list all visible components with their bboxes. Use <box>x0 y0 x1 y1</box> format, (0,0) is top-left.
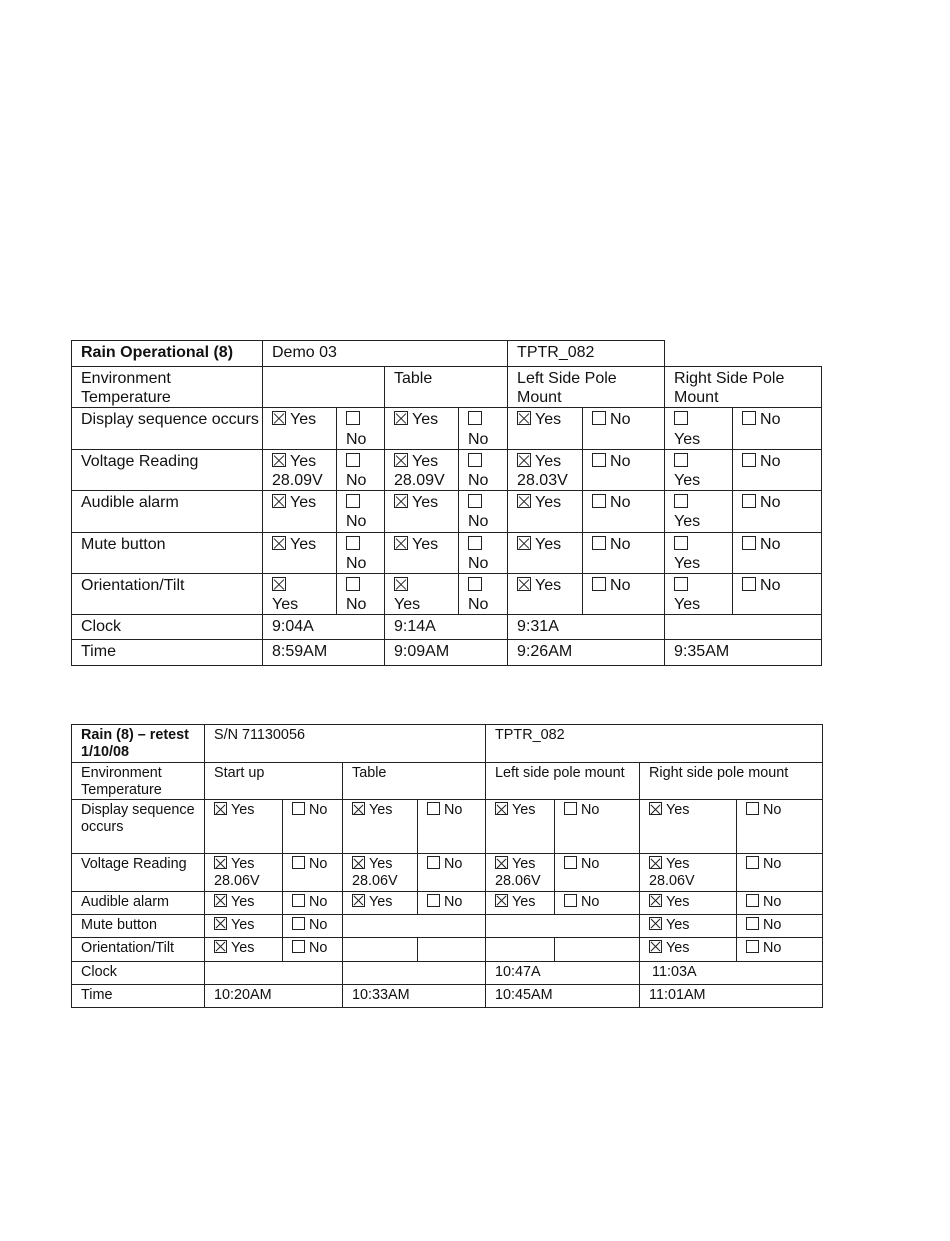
no-cell <box>283 800 343 854</box>
yes-label: Yes <box>666 802 690 819</box>
unchecked-checkbox-icon[interactable] <box>592 494 606 508</box>
env-col-1 <box>263 367 385 408</box>
row-label-voltage: Voltage Reading <box>72 449 263 490</box>
empty-corner <box>665 341 822 367</box>
voltage-value: 28.06V <box>352 873 398 890</box>
yes-cell <box>486 854 555 892</box>
no-label: No <box>468 471 489 489</box>
no-label: No <box>763 939 782 956</box>
rain-retest-table <box>71 724 823 1008</box>
table-row <box>72 800 823 854</box>
yes-label: Yes <box>535 411 562 429</box>
unchecked-checkbox-icon[interactable] <box>292 894 305 907</box>
no-cell <box>733 491 822 532</box>
checked-checkbox-icon[interactable] <box>214 856 227 869</box>
voltage-value: 28.03V <box>517 471 568 489</box>
clock-value <box>665 615 822 640</box>
no-cell <box>459 532 508 573</box>
yes-label: Yes <box>666 916 690 933</box>
checked-checkbox-icon[interactable] <box>214 802 227 815</box>
row-label-time: Time <box>72 984 205 1007</box>
no-label: No <box>610 452 631 470</box>
no-cell <box>733 449 822 490</box>
unchecked-checkbox-icon[interactable] <box>346 536 360 550</box>
checked-checkbox-icon[interactable] <box>649 894 662 907</box>
row-label-audible-alarm: Audible alarm <box>72 891 205 914</box>
yes-cell <box>640 800 737 854</box>
no-label: No <box>309 856 328 873</box>
yes-label: Yes <box>674 554 701 572</box>
checked-checkbox-icon[interactable] <box>649 802 662 815</box>
checked-checkbox-icon[interactable] <box>272 536 286 550</box>
no-label: No <box>346 430 367 448</box>
yes-label: Yes <box>290 452 317 470</box>
no-label: No <box>468 596 489 614</box>
yes-label: Yes <box>272 596 299 614</box>
no-label: No <box>760 576 781 594</box>
yes-label: Yes <box>666 856 690 873</box>
row-label-orientation: Orientation/Tilt <box>72 573 263 614</box>
no-cell <box>337 449 385 490</box>
no-label: No <box>610 411 631 429</box>
yes-label: Yes <box>412 494 439 512</box>
empty-cell <box>418 937 486 961</box>
yes-cell <box>665 491 733 532</box>
yes-cell <box>263 449 337 490</box>
no-cell <box>283 914 343 937</box>
device-tptr-label: TPTR_082 <box>486 725 823 763</box>
unchecked-checkbox-icon[interactable] <box>346 577 360 591</box>
no-label: No <box>581 802 600 819</box>
checked-checkbox-icon[interactable] <box>394 577 408 591</box>
yes-label: Yes <box>535 452 562 470</box>
checked-checkbox-icon[interactable] <box>214 894 227 907</box>
yes-label: Yes <box>231 802 255 819</box>
voltage-value: 28.06V <box>649 873 695 890</box>
unchecked-checkbox-icon[interactable] <box>746 917 759 930</box>
serial-number-label: S/N 71130056 <box>205 725 486 763</box>
unchecked-checkbox-icon[interactable] <box>592 577 606 591</box>
unchecked-checkbox-icon[interactable] <box>468 577 482 591</box>
checked-checkbox-icon[interactable] <box>649 856 662 869</box>
empty-cell <box>486 937 555 961</box>
yes-label: Yes <box>231 893 255 910</box>
yes-label: Yes <box>512 802 536 819</box>
yes-cell <box>508 573 583 614</box>
yes-cell <box>640 854 737 892</box>
clock-value <box>343 961 486 984</box>
unchecked-checkbox-icon[interactable] <box>592 453 606 467</box>
no-cell <box>459 408 508 449</box>
unchecked-checkbox-icon[interactable] <box>592 411 606 425</box>
no-label: No <box>763 916 782 933</box>
empty-cell <box>343 937 418 961</box>
unchecked-checkbox-icon[interactable] <box>746 940 759 953</box>
row-label-voltage: Voltage Reading <box>72 854 205 892</box>
unchecked-checkbox-icon[interactable] <box>292 802 305 815</box>
no-cell <box>737 914 823 937</box>
env-col-4: Right side pole mount <box>640 762 823 800</box>
checked-checkbox-icon[interactable] <box>214 917 227 930</box>
yes-cell <box>665 573 733 614</box>
row-label-clock: Clock <box>72 615 263 640</box>
yes-cell <box>205 854 283 892</box>
no-label: No <box>581 893 600 910</box>
yes-cell <box>385 408 459 449</box>
time-value: 11:01AM <box>640 984 823 1007</box>
time-value: 10:20AM <box>205 984 343 1007</box>
checked-checkbox-icon[interactable] <box>272 494 286 508</box>
yes-cell <box>205 914 283 937</box>
no-label: No <box>468 430 489 448</box>
table-row <box>72 408 822 449</box>
clock-value: 11:03A <box>640 961 823 984</box>
device-tptr-label: TPTR_082 <box>508 341 665 367</box>
no-label: No <box>309 939 328 956</box>
yes-label: Yes <box>674 430 701 448</box>
no-cell <box>283 937 343 961</box>
time-value: 9:09AM <box>385 640 508 666</box>
no-cell <box>337 408 385 449</box>
checked-checkbox-icon[interactable] <box>352 894 365 907</box>
row-label-time: Time <box>72 640 263 666</box>
yes-label: Yes <box>290 494 317 512</box>
unchecked-checkbox-icon[interactable] <box>564 802 577 815</box>
voltage-value: 28.06V <box>214 873 260 890</box>
table-row <box>72 573 822 614</box>
unchecked-checkbox-icon[interactable] <box>292 856 305 869</box>
checked-checkbox-icon[interactable] <box>394 494 408 508</box>
yes-label: Yes <box>231 856 255 873</box>
no-label: No <box>444 802 463 819</box>
checked-checkbox-icon[interactable] <box>495 802 508 815</box>
yes-label: Yes <box>674 513 701 531</box>
row-label-orientation: Orientation/Tilt <box>72 937 205 961</box>
no-cell <box>283 854 343 892</box>
no-label: No <box>760 494 781 512</box>
table-row <box>72 532 822 573</box>
unchecked-checkbox-icon[interactable] <box>746 802 759 815</box>
unchecked-checkbox-icon[interactable] <box>468 453 482 467</box>
row-label-display-sequence: Display sequence occurs <box>72 408 263 449</box>
clock-value <box>205 961 343 984</box>
yes-cell <box>205 891 283 914</box>
clock-value: 9:31A <box>508 615 665 640</box>
yes-label: Yes <box>512 856 536 873</box>
yes-label: Yes <box>666 893 690 910</box>
yes-label: Yes <box>231 916 255 933</box>
no-label: No <box>760 452 781 470</box>
checked-checkbox-icon[interactable] <box>517 577 531 591</box>
unchecked-checkbox-icon[interactable] <box>292 940 305 953</box>
unchecked-checkbox-icon[interactable] <box>592 536 606 550</box>
yes-label: Yes <box>412 535 439 553</box>
yes-cell <box>640 937 737 961</box>
no-cell <box>583 573 665 614</box>
no-cell <box>555 854 640 892</box>
no-cell <box>737 937 823 961</box>
yes-label: Yes <box>535 535 562 553</box>
no-label: No <box>610 494 631 512</box>
time-value: 9:26AM <box>508 640 665 666</box>
device-demo-label: Demo 03 <box>263 341 508 367</box>
table-row <box>72 854 823 892</box>
unchecked-checkbox-icon[interactable] <box>346 411 360 425</box>
yes-cell <box>508 449 583 490</box>
no-cell <box>283 891 343 914</box>
no-cell <box>418 891 486 914</box>
yes-cell <box>665 532 733 573</box>
no-label: No <box>760 411 781 429</box>
unchecked-checkbox-icon[interactable] <box>427 802 440 815</box>
yes-cell <box>508 491 583 532</box>
no-label: No <box>346 513 367 531</box>
yes-label: Yes <box>394 596 421 614</box>
table-row <box>72 891 823 914</box>
unchecked-checkbox-icon[interactable] <box>742 494 756 508</box>
unchecked-checkbox-icon[interactable] <box>564 894 577 907</box>
row-label-audible-alarm: Audible alarm <box>72 491 263 532</box>
row-label-mute-button: Mute button <box>72 532 263 573</box>
no-cell <box>737 800 823 854</box>
yes-cell <box>486 891 555 914</box>
unchecked-checkbox-icon[interactable] <box>746 894 759 907</box>
checked-checkbox-icon[interactable] <box>394 453 408 467</box>
env-col-3: Left Side Pole Mount <box>508 367 665 408</box>
yes-cell <box>640 914 737 937</box>
unchecked-checkbox-icon[interactable] <box>674 577 688 591</box>
unchecked-checkbox-icon[interactable] <box>742 411 756 425</box>
table-title: Rain (8) – retest 1/10/08 <box>72 725 205 763</box>
table-row <box>72 937 823 961</box>
checked-checkbox-icon[interactable] <box>649 940 662 953</box>
yes-cell <box>508 408 583 449</box>
yes-cell <box>343 891 418 914</box>
table-row <box>72 491 822 532</box>
checked-checkbox-icon[interactable] <box>394 536 408 550</box>
table-row <box>72 615 822 640</box>
unchecked-checkbox-icon[interactable] <box>427 894 440 907</box>
no-cell <box>459 449 508 490</box>
checked-checkbox-icon[interactable] <box>272 411 286 425</box>
unchecked-checkbox-icon[interactable] <box>468 536 482 550</box>
yes-label: Yes <box>412 452 439 470</box>
yes-cell <box>205 937 283 961</box>
yes-cell <box>263 573 337 614</box>
no-label: No <box>468 554 489 572</box>
yes-cell <box>665 408 733 449</box>
env-col-2: Table <box>343 762 486 800</box>
env-col-1: Start up <box>205 762 343 800</box>
checked-checkbox-icon[interactable] <box>517 453 531 467</box>
unchecked-checkbox-icon[interactable] <box>346 453 360 467</box>
unchecked-checkbox-icon[interactable] <box>674 536 688 550</box>
unchecked-checkbox-icon[interactable] <box>674 453 688 467</box>
yes-cell <box>263 408 337 449</box>
time-value: 8:59AM <box>263 640 385 666</box>
no-label: No <box>760 535 781 553</box>
unchecked-checkbox-icon[interactable] <box>742 577 756 591</box>
no-cell <box>583 491 665 532</box>
checked-checkbox-icon[interactable] <box>394 411 408 425</box>
checked-checkbox-icon[interactable] <box>272 453 286 467</box>
no-cell <box>459 573 508 614</box>
no-cell <box>733 573 822 614</box>
no-cell <box>555 891 640 914</box>
checked-checkbox-icon[interactable] <box>214 940 227 953</box>
clock-value: 9:14A <box>385 615 508 640</box>
no-cell <box>418 800 486 854</box>
no-label: No <box>468 513 489 531</box>
row-label-mute-button: Mute button <box>72 914 205 937</box>
no-label: No <box>610 535 631 553</box>
checked-checkbox-icon[interactable] <box>517 411 531 425</box>
checked-checkbox-icon[interactable] <box>517 494 531 508</box>
voltage-value: 28.09V <box>272 471 323 489</box>
unchecked-checkbox-icon[interactable] <box>746 856 759 869</box>
unchecked-checkbox-icon[interactable] <box>346 494 360 508</box>
yes-cell <box>665 449 733 490</box>
checked-checkbox-icon[interactable] <box>495 894 508 907</box>
unchecked-checkbox-icon[interactable] <box>564 856 577 869</box>
unchecked-checkbox-icon[interactable] <box>292 917 305 930</box>
yes-cell <box>385 491 459 532</box>
table-row <box>72 961 823 984</box>
no-cell <box>737 891 823 914</box>
no-label: No <box>581 856 600 873</box>
yes-cell <box>385 449 459 490</box>
no-cell <box>583 408 665 449</box>
no-label: No <box>444 893 463 910</box>
yes-cell <box>343 800 418 854</box>
checked-checkbox-icon[interactable] <box>352 802 365 815</box>
table-row <box>72 640 822 666</box>
checked-checkbox-icon[interactable] <box>495 856 508 869</box>
empty-cell <box>486 914 640 937</box>
row-label-clock: Clock <box>72 961 205 984</box>
no-label: No <box>444 856 463 873</box>
empty-cell <box>555 937 640 961</box>
no-label: No <box>763 802 782 819</box>
no-cell <box>337 491 385 532</box>
voltage-value: 28.06V <box>495 873 541 890</box>
no-cell <box>733 532 822 573</box>
yes-cell <box>508 532 583 573</box>
no-cell <box>337 573 385 614</box>
time-value: 10:45AM <box>486 984 640 1007</box>
yes-label: Yes <box>674 471 701 489</box>
voltage-value: 28.09V <box>394 471 445 489</box>
no-cell <box>583 532 665 573</box>
unchecked-checkbox-icon[interactable] <box>674 494 688 508</box>
no-cell <box>555 800 640 854</box>
no-cell <box>337 532 385 573</box>
checked-checkbox-icon[interactable] <box>352 856 365 869</box>
checked-checkbox-icon[interactable] <box>649 917 662 930</box>
yes-label: Yes <box>369 856 393 873</box>
no-cell <box>733 408 822 449</box>
table-row <box>72 984 823 1007</box>
no-label: No <box>763 856 782 873</box>
yes-label: Yes <box>369 893 393 910</box>
row-label-display-sequence: Display sequence occurs <box>72 800 205 854</box>
yes-cell <box>640 891 737 914</box>
time-value: 9:35AM <box>665 640 822 666</box>
yes-label: Yes <box>412 411 439 429</box>
unchecked-checkbox-icon[interactable] <box>674 411 688 425</box>
no-label: No <box>309 893 328 910</box>
no-label: No <box>346 554 367 572</box>
yes-cell <box>263 532 337 573</box>
clock-value: 9:04A <box>263 615 385 640</box>
no-label: No <box>763 893 782 910</box>
unchecked-checkbox-icon[interactable] <box>742 536 756 550</box>
yes-label: Yes <box>674 596 701 614</box>
clock-value: 10:47A <box>486 961 640 984</box>
row-label-environment: Environment Temperature <box>72 367 263 408</box>
time-value: 10:33AM <box>343 984 486 1007</box>
env-col-4: Right Side Pole Mount <box>665 367 822 408</box>
yes-label: Yes <box>535 494 562 512</box>
unchecked-checkbox-icon[interactable] <box>427 856 440 869</box>
yes-label: Yes <box>535 576 562 594</box>
yes-label: Yes <box>290 535 317 553</box>
yes-label: Yes <box>369 802 393 819</box>
no-label: No <box>309 916 328 933</box>
yes-label: Yes <box>231 939 255 956</box>
yes-cell <box>205 800 283 854</box>
env-col-3: Left side pole mount <box>486 762 640 800</box>
unchecked-checkbox-icon[interactable] <box>742 453 756 467</box>
no-cell <box>583 449 665 490</box>
no-cell <box>418 854 486 892</box>
yes-cell <box>343 854 418 892</box>
table-row <box>72 914 823 937</box>
no-label: No <box>610 576 631 594</box>
empty-cell <box>343 914 486 937</box>
no-label: No <box>346 471 367 489</box>
unchecked-checkbox-icon[interactable] <box>468 411 482 425</box>
no-label: No <box>346 596 367 614</box>
yes-cell <box>385 532 459 573</box>
table-title: Rain Operational (8) <box>72 341 263 367</box>
no-cell <box>459 491 508 532</box>
table-row <box>72 449 822 490</box>
no-cell <box>737 854 823 892</box>
no-label: No <box>309 802 328 819</box>
yes-cell <box>385 573 459 614</box>
yes-label: Yes <box>666 939 690 956</box>
yes-cell <box>263 491 337 532</box>
rain-operational-table <box>71 340 822 666</box>
checked-checkbox-icon[interactable] <box>272 577 286 591</box>
unchecked-checkbox-icon[interactable] <box>468 494 482 508</box>
yes-label: Yes <box>512 893 536 910</box>
row-label-environment: Environment Temperature <box>72 762 205 800</box>
checked-checkbox-icon[interactable] <box>517 536 531 550</box>
yes-label: Yes <box>290 411 317 429</box>
yes-cell <box>486 800 555 854</box>
env-col-2: Table <box>385 367 508 408</box>
